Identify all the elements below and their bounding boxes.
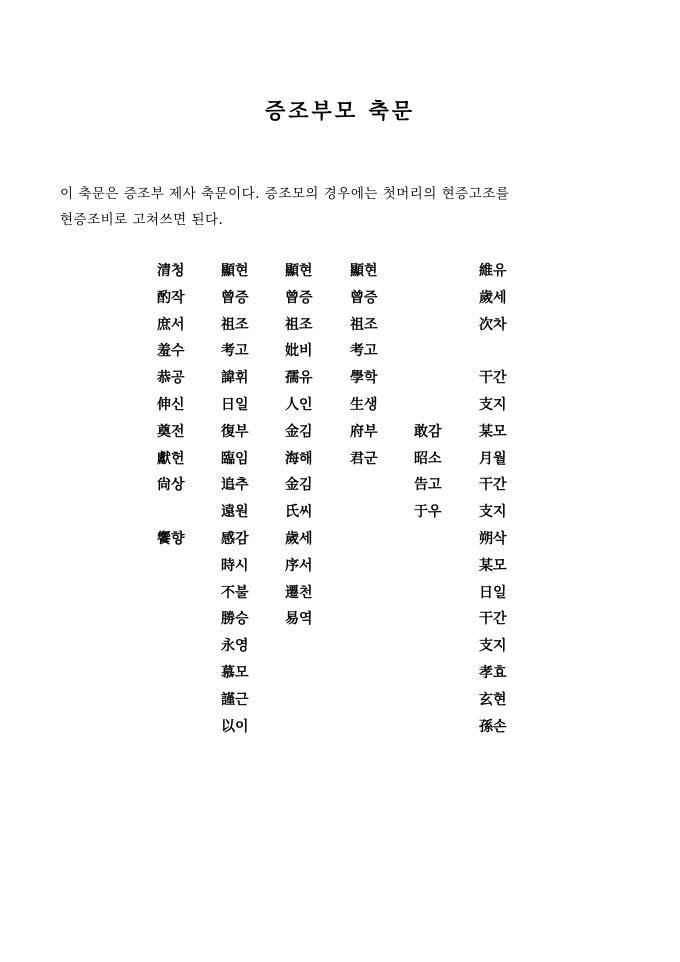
- grid-cell: 不불: [221, 584, 249, 601]
- grid-cell: [414, 392, 484, 419]
- grid-cell: 易역: [285, 611, 313, 628]
- grid-cell: 維유: [479, 263, 507, 279]
- grid-cell: [157, 499, 227, 526]
- grid-cell: 酌작: [157, 289, 185, 306]
- grid-cell: 伸신: [157, 396, 185, 413]
- grid-cell: 顯현: [350, 263, 378, 279]
- grid-cell: 感감: [221, 530, 249, 547]
- grid-cell: 孝효: [479, 664, 507, 681]
- grid-cell: 人인: [285, 396, 313, 413]
- grid-cell: [414, 285, 484, 312]
- grid-cell: 慕모: [221, 664, 249, 681]
- grid-column-6: [479, 258, 549, 740]
- grid-cell: 以이: [221, 718, 249, 735]
- grid-cell: [414, 312, 484, 339]
- grid-cell: 祖조: [285, 316, 313, 333]
- grid-cell: 朔삭: [479, 530, 507, 547]
- grid-cell: 干간: [479, 611, 507, 628]
- grid-column-1: [157, 258, 227, 553]
- grid-cell: 玄현: [479, 691, 507, 708]
- grid-cell: 某모: [479, 423, 507, 440]
- grid-cell: 遷천: [285, 584, 313, 601]
- grid-column-5: [414, 258, 484, 526]
- grid-cell: 金김: [285, 423, 313, 440]
- grid-cell: 永영: [221, 638, 249, 655]
- grid-cell: 饗향: [157, 530, 185, 547]
- grid-cell: 奠전: [157, 423, 185, 440]
- grid-cell: 祖조: [350, 316, 378, 333]
- grid-cell: 日일: [479, 584, 507, 601]
- grid-cell: 羞수: [157, 343, 185, 360]
- grid-cell: 干간: [479, 370, 507, 387]
- intro-line: 이 축문은 증조부 제사 축문이다. 증조모의 경우에는 첫머리의 현증고조를: [60, 186, 510, 202]
- grid-cell: 臨임: [221, 450, 249, 467]
- grid-cell: 歲세: [285, 530, 313, 547]
- grid-cell: 干간: [479, 477, 507, 494]
- intro-paragraph: [60, 181, 640, 233]
- grid-cell: 氏씨: [285, 504, 313, 521]
- grid-cell: 生생: [350, 396, 378, 413]
- grid-cell: 曾증: [285, 289, 313, 306]
- grid-cell: 曾증: [221, 289, 249, 306]
- grid-cell: [479, 338, 549, 365]
- grid-cell: 府부: [350, 423, 378, 440]
- grid-cell: 獻헌: [157, 450, 185, 467]
- grid-cell: 庶서: [157, 316, 185, 333]
- grid-cell: 考고: [350, 343, 378, 360]
- grid-cell: 尙상: [157, 477, 185, 494]
- grid-cell: 某모: [479, 557, 507, 574]
- grid-cell: [414, 365, 484, 392]
- grid-column-4: [350, 258, 420, 472]
- grid-column-2: [221, 258, 291, 740]
- document-title: 증조부모 축문: [264, 98, 416, 123]
- grid-cell: 孫손: [479, 718, 507, 735]
- grid-cell: 海해: [285, 450, 313, 467]
- grid-cell: [414, 338, 484, 365]
- grid-cell: 勝승: [221, 611, 249, 628]
- grid-cell: 時시: [221, 557, 249, 574]
- grid-cell: 顯현: [221, 263, 249, 279]
- grid-cell: 昭소: [414, 450, 442, 467]
- grid-cell: 曾증: [350, 289, 378, 306]
- grid-cell: 祖조: [221, 316, 249, 333]
- grid-cell: 清청: [157, 263, 185, 279]
- grid-cell: 告고: [414, 477, 442, 494]
- grid-cell: [414, 258, 484, 285]
- grid-cell: 次차: [479, 316, 507, 333]
- grid-cell: 支지: [479, 638, 507, 655]
- grid-cell: 歲세: [479, 289, 507, 306]
- grid-cell: 追추: [221, 477, 249, 494]
- grid-cell: 于우: [414, 504, 442, 521]
- grid-cell: 敢감: [414, 423, 442, 440]
- grid-cell: 孺유: [285, 370, 313, 387]
- grid-cell: 序서: [285, 557, 313, 574]
- grid-cell: 金김: [285, 477, 313, 494]
- grid-cell: 恭공: [157, 370, 185, 387]
- grid-cell: 月월: [479, 450, 507, 467]
- grid-cell: 考고: [221, 343, 249, 360]
- grid-cell: 日일: [221, 396, 249, 413]
- grid-cell: 遠원: [221, 504, 249, 521]
- grid-cell: 學학: [350, 370, 378, 387]
- grid-cell: 諱휘: [221, 370, 249, 387]
- intro-line: 현증조비로 고쳐쓰면 된다.: [60, 212, 224, 228]
- grid-cell: 復부: [221, 423, 249, 440]
- grid-cell: 妣비: [285, 343, 313, 360]
- grid-cell: 支지: [479, 504, 507, 521]
- grid-cell: 支지: [479, 396, 507, 413]
- grid-cell: 謹근: [221, 691, 249, 708]
- grid-cell: 顯현: [285, 263, 313, 279]
- grid-cell: 君군: [350, 450, 378, 467]
- grid-column-3: [285, 258, 355, 633]
